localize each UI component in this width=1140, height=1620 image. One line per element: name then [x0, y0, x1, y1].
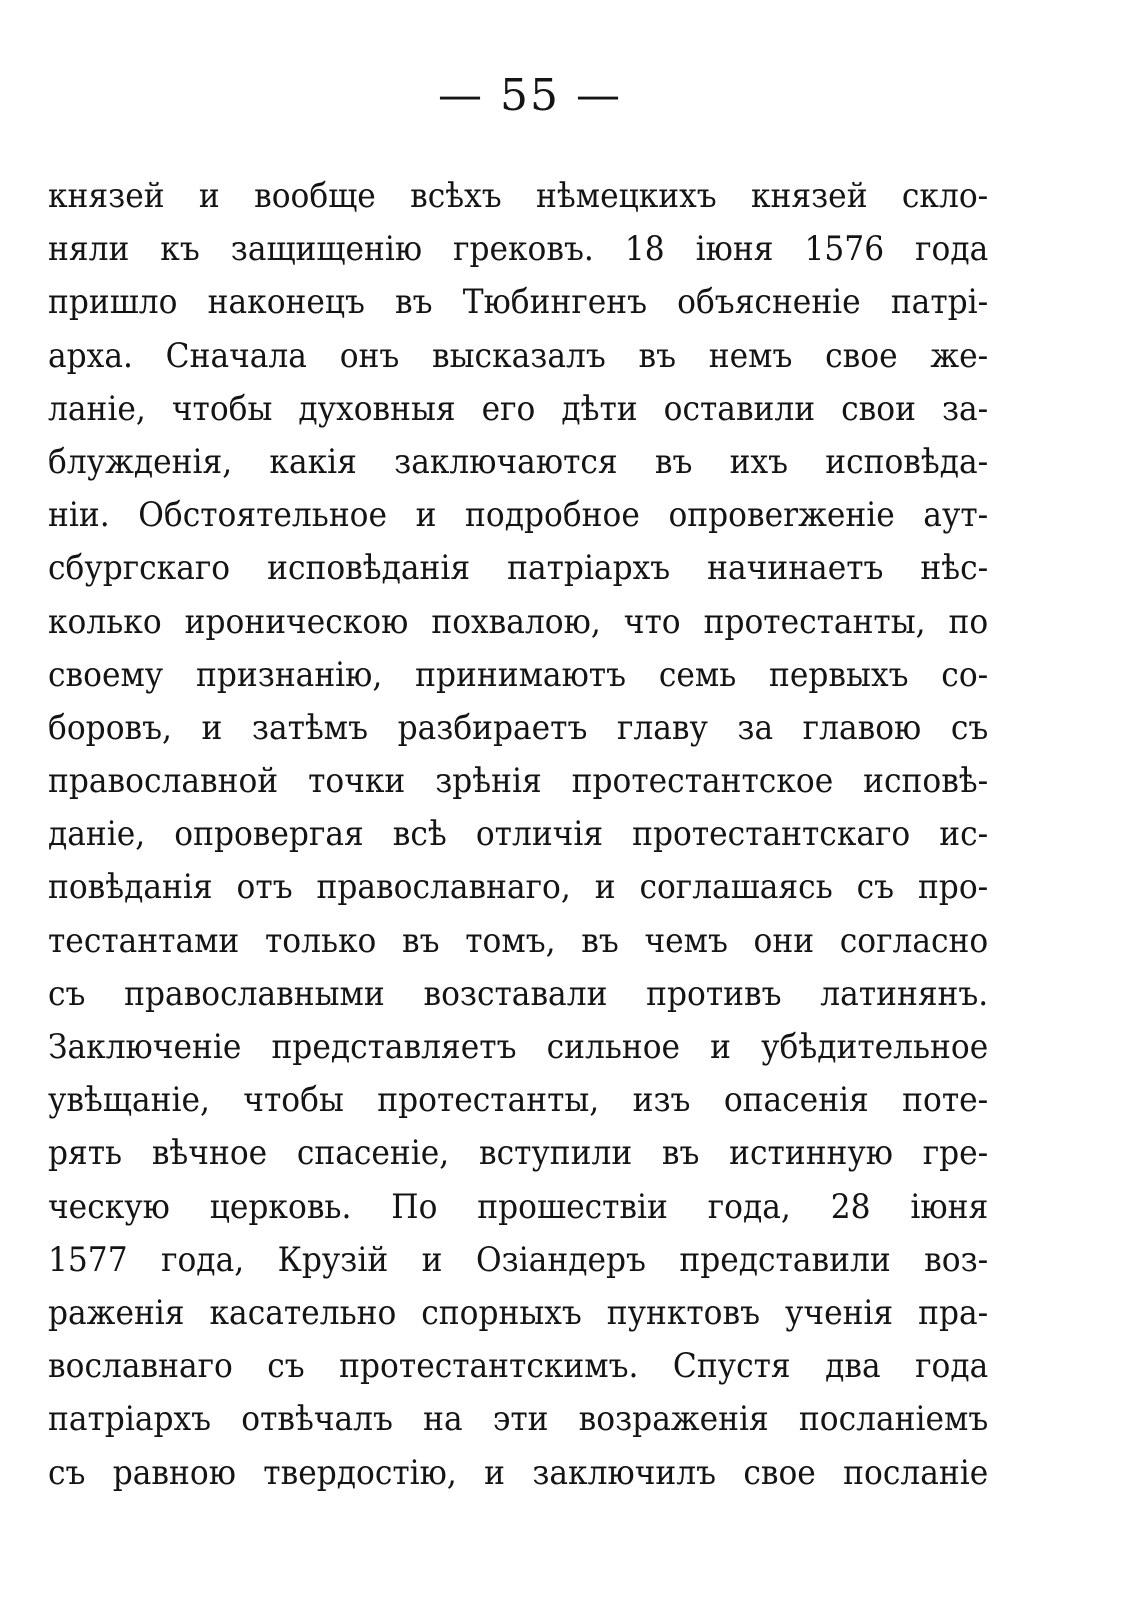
text-line: съ равною твердостію, и заключилъ свое посланіе: [48, 1452, 989, 1493]
text-line: няли къ защищенію грековъ. 18 іюня 1576 года: [48, 229, 989, 270]
text-line: своему признанію, принимаютъ семь первыхъ со-: [48, 654, 989, 695]
text-line: патріархъ отвѣчалъ на эти возраженія посланіемъ: [48, 1399, 989, 1440]
text-line: православной точки зрѣнія протестантское исповѣ-: [48, 761, 989, 802]
text-line: боровъ, и затѣмъ разбираетъ главу за главою съ: [48, 707, 989, 748]
text-line: повѣданія отъ православнаго, и соглашаясь съ про-: [48, 867, 989, 908]
text-line: даніе, опровергая всѣ отличія протестантскаго ис-: [48, 814, 989, 855]
text-line: Заключеніе представляетъ сильное и убѣдительное: [48, 1027, 989, 1067]
text-line: тестантами только въ томъ, въ чемъ они согласно: [48, 920, 989, 961]
text-line: арха. Сначала онъ высказалъ въ немъ свое же-: [48, 335, 989, 376]
text-line: ческую церковь. По прошествіи года, 28 іюня: [48, 1186, 989, 1227]
text-line: сбургскаго исповѣданія патріархъ начинаетъ нѣс-: [48, 548, 989, 589]
text-line: 1577 года, Крузій и Озіандеръ представили воз-: [48, 1239, 989, 1280]
text-line: увѣщаніе, чтобы протестанты, изъ опасенія поте-: [48, 1080, 989, 1121]
text-line: раженія касательно спорныхъ пунктовъ ученія пра-: [48, 1292, 989, 1333]
text-line: блужденія, какія заключаются въ ихъ исповѣда-: [48, 441, 989, 482]
text-line: вославнаго съ протестантскимъ. Спустя два года: [48, 1346, 989, 1387]
text-line: князей и вообще всѣхъ нѣмецкихъ князей скло-: [48, 176, 989, 216]
text-line: ніи. Обстоятельное и подробное опровerженіе аут-: [48, 495, 989, 536]
text-line: колько ироническою похвалою, что протестанты, по: [48, 601, 989, 642]
text-line: ланіе, чтобы духовныя его дѣти оставили свои за-: [48, 388, 989, 429]
page-number: — 55 —: [438, 70, 622, 121]
text-line: рять вѣчное спасеніе, вступили въ истинную гре-: [48, 1133, 989, 1174]
text-line: пришло наконецъ въ Тюбингенъ объясненіе патрі-: [48, 282, 989, 323]
text-line: съ православными возставали противъ латинянъ.: [48, 973, 989, 1014]
body-text: [48, 170, 988, 1500]
